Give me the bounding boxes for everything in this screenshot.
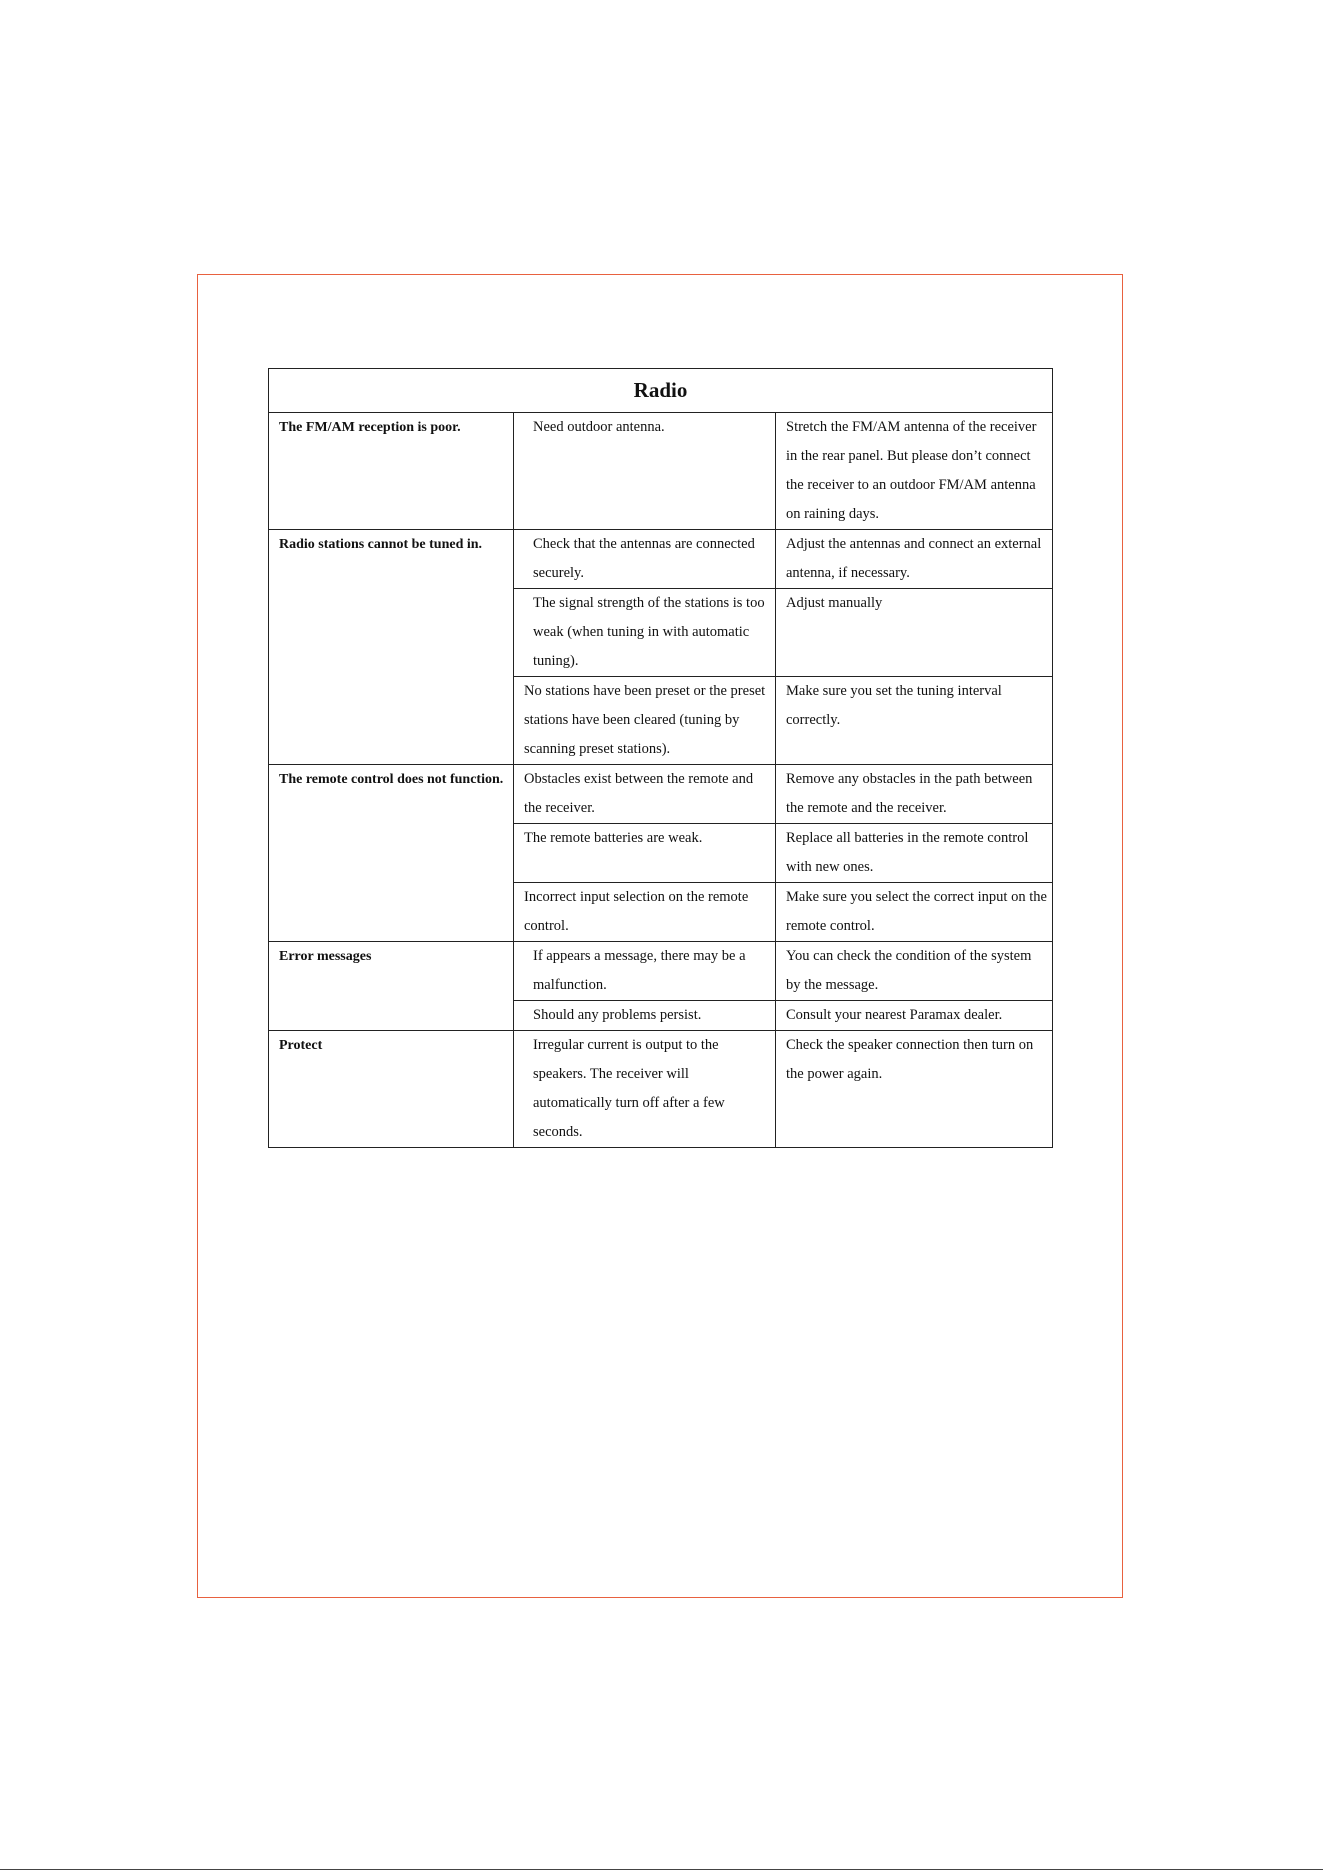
remedy-cell: Make sure you select the correct input on the remote control.	[776, 883, 1053, 942]
remedy-cell: Adjust manually	[776, 589, 1053, 677]
cause-cell: The remote batteries are weak.	[514, 824, 776, 883]
cause-cell: Obstacles exist between the remote and the receiver.	[514, 765, 776, 824]
problem-cell: Protect	[269, 1031, 514, 1148]
section-title: Radio	[269, 369, 1053, 413]
remedy-cell: Make sure you set the tuning interval correctly.	[776, 677, 1053, 765]
problem-cell: Radio stations cannot be tuned in.	[269, 530, 514, 765]
problem-cell: The remote control does not function.	[269, 765, 514, 942]
cause-cell: No stations have been preset or the preset stations have been cleared (tuning by scanning preset stations).	[514, 677, 776, 765]
cause-cell: Incorrect input selection on the remote control.	[514, 883, 776, 942]
cause-cell: Check that the antennas are connected securely.	[514, 530, 776, 589]
troubleshooting-table	[268, 368, 1053, 1148]
table-header-row	[269, 369, 1053, 413]
remedy-cell: Stretch the FM/AM antenna of the receiver in the rear panel. But please don’t connect the receiver to an outdoor FM/AM antenna on raining days.	[776, 413, 1053, 530]
table-row	[269, 413, 1053, 530]
table-row	[269, 530, 1053, 589]
cause-cell: If appears a message, there may be a malfunction.	[514, 942, 776, 1001]
problem-cell: The FM/AM reception is poor.	[269, 413, 514, 530]
table-row	[269, 765, 1053, 824]
remedy-cell: You can check the condition of the system by the message.	[776, 942, 1053, 1001]
remedy-cell: Check the speaker connection then turn on the power again.	[776, 1031, 1053, 1148]
remedy-cell: Consult your nearest Paramax dealer.	[776, 1001, 1053, 1031]
remedy-cell: Replace all batteries in the remote control with new ones.	[776, 824, 1053, 883]
remedy-cell: Remove any obstacles in the path between the remote and the receiver.	[776, 765, 1053, 824]
problem-cell: Error messages	[269, 942, 514, 1031]
cause-cell: Irregular current is output to the speakers. The receiver will automatically turn off after a few seconds.	[514, 1031, 776, 1148]
cause-cell: Need outdoor antenna.	[514, 413, 776, 530]
cause-cell: Should any problems persist.	[514, 1001, 776, 1031]
table-row	[269, 942, 1053, 1001]
table-row	[269, 1031, 1053, 1148]
bottom-divider	[0, 1869, 1323, 1870]
remedy-cell: Adjust the antennas and connect an external antenna, if necessary.	[776, 530, 1053, 589]
cause-cell: The signal strength of the stations is too weak (when tuning in with automatic tuning).	[514, 589, 776, 677]
